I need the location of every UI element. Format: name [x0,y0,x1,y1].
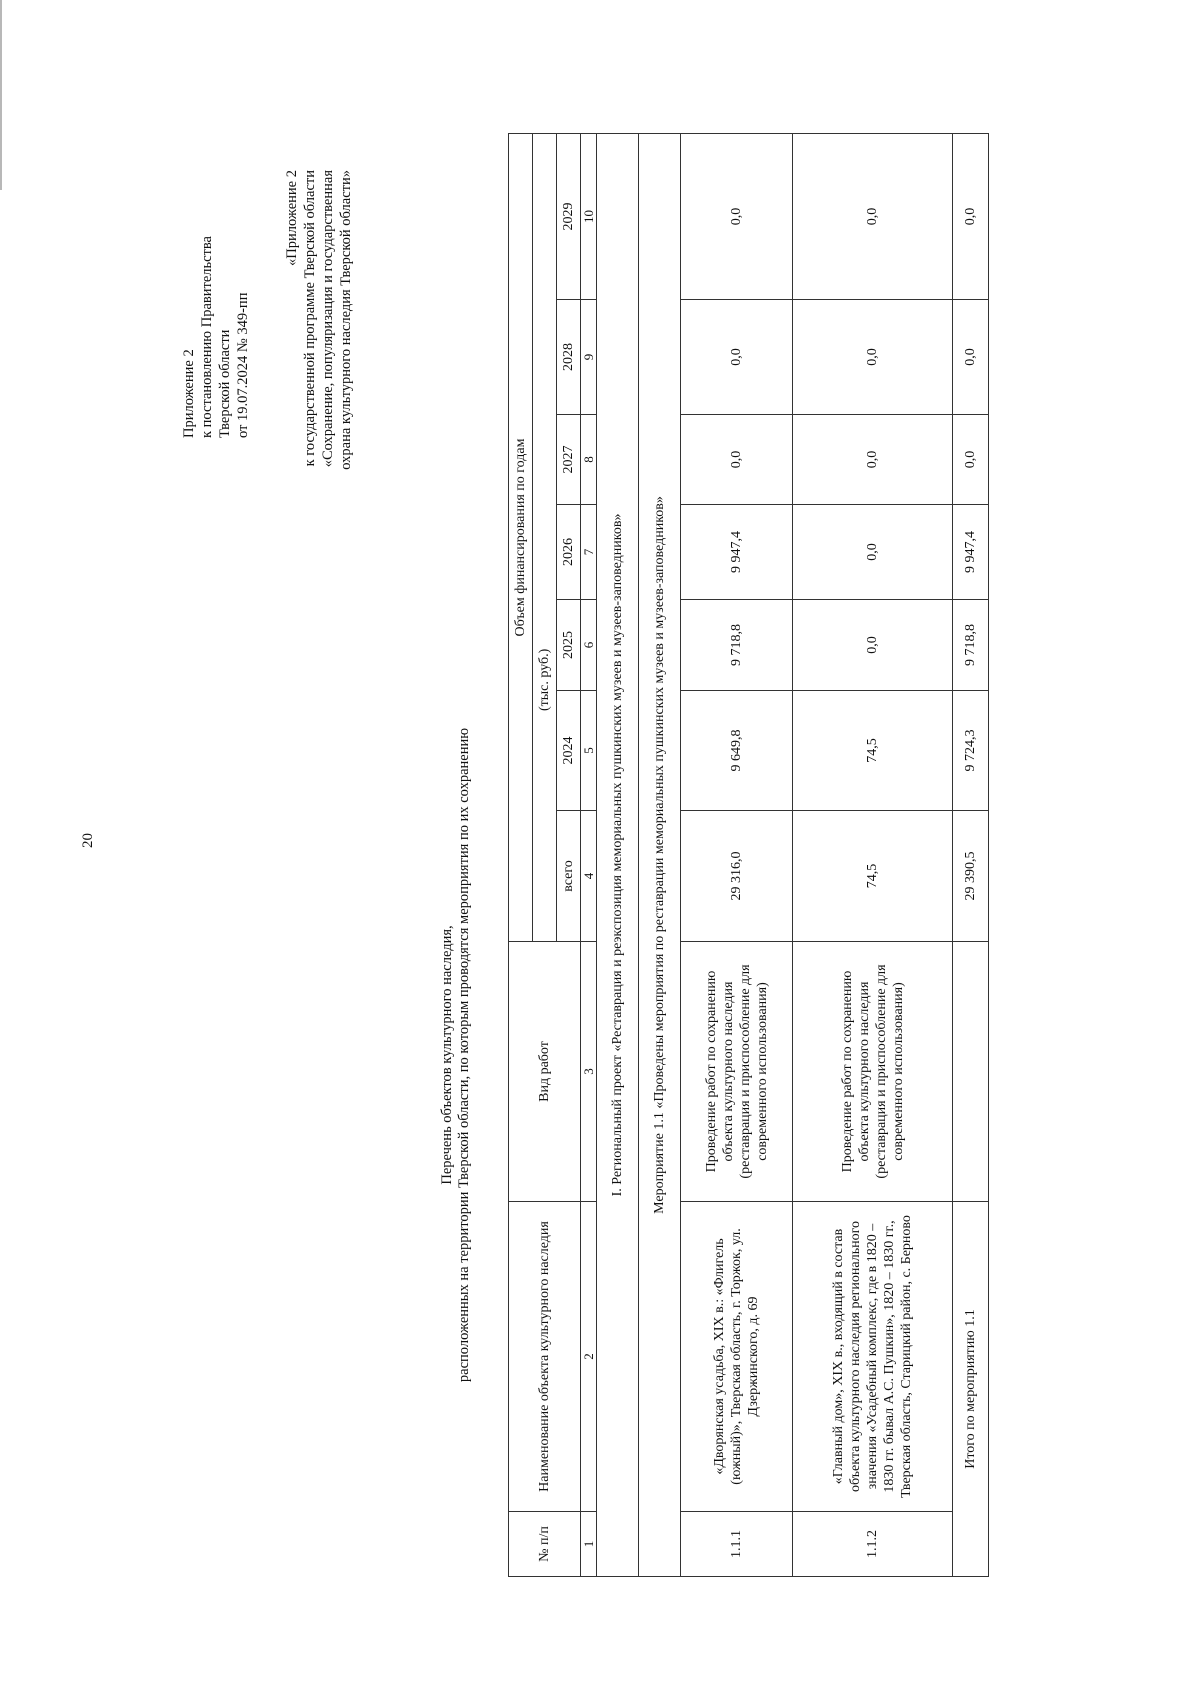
header-year: 2029 [557,133,581,299]
row-value: 0,0 [793,415,953,505]
document-title [439,535,473,1575]
column-number: 6 [581,600,597,691]
header-year: 2026 [557,505,581,600]
total-value: 9 947,4 [953,505,989,600]
title-line-2: расположенных на территории Тверской области, по которым проводятся мероприятия по их сохранению [456,727,472,1383]
column-number: 2 [581,1202,597,1512]
column-number: 9 [581,300,597,415]
column-number-row [581,133,597,1576]
header-year: 2025 [557,600,581,691]
column-number: 7 [581,505,597,600]
row-value: 9 649,8 [681,691,793,811]
row-value: 74,5 [793,691,953,811]
row-value: 9 947,4 [681,505,793,600]
column-number: 4 [581,811,597,942]
header-funding: Объем финансирования по годам [509,133,533,941]
header-row-1 [509,133,533,1576]
total-value: 29 390,5 [953,811,989,942]
row-name: «Главный дом», XIX в., входящий в состав объекта культурного наследия регионального значения «Усадебный комплекс, где в 1820 – 1830 гг. бывал А.С. Пушкин», 1820 – 1830 гг., Тверская область, Старицкий район, с. Берново [793,1202,953,1512]
row-value: 9 718,8 [681,600,793,691]
total-value: 0,0 [953,300,989,415]
section-project-row [597,133,639,1576]
appendix-header-line: от 19.07.2024 № 349-пп [235,292,251,438]
row-num: 1.1.2 [793,1512,953,1577]
total-value: 0,0 [953,133,989,299]
row-name: «Дворянская усадьба, XIX в.: «Флигель (южный)», Тверская область, г. Торжок, ул. Дзержинского, д. 69 [681,1202,793,1512]
total-value: 9 718,8 [953,600,989,691]
row-value: 0,0 [793,300,953,415]
appendix-header-line: к постановлению Правительства [199,236,215,438]
row-value: 0,0 [681,300,793,415]
appendix-header [180,236,252,438]
column-number: 10 [581,133,597,299]
header-unit: (тыс. руб.) [533,133,557,941]
heritage-table [508,133,989,1577]
header-year: 2027 [557,415,581,505]
total-work-empty [953,942,989,1202]
row-value: 0,0 [681,133,793,299]
header-num: № п/п [509,1512,581,1577]
total-label: Итого по мероприятию 1.1 [953,1202,989,1577]
appendix-program-line: «Сохранение, популяризация и государственная [320,170,336,468]
total-row [953,133,989,1576]
appendix-program-line: охрана культурного наследия Тверской области» [338,170,354,470]
appendix-header-line: Тверской области [217,329,233,438]
appendix-program-line: к государственной программе Тверской области [302,170,318,467]
header-year: всего [557,811,581,942]
table-row [793,133,953,1576]
title-line-1: Перечень объектов культурного наследия, [439,925,455,1185]
section-measure-label: Мероприятие 1.1 «Проведены мероприятия по реставрации мемориальных пушкинских музеев и музеев-заповедников» [639,133,681,1576]
section-project-label: I. Региональный проект «Реставрация и реэкспозиция мемориальных пушкинских музеев и музеев-заповедников» [597,133,639,1576]
total-value: 9 724,3 [953,691,989,811]
row-value: 0,0 [681,415,793,505]
row-value: 0,0 [793,133,953,299]
page-number: 20 [80,833,96,848]
section-measure-row [639,133,681,1576]
appendix-program [283,170,355,645]
appendix-header-line: Приложение 2 [181,349,197,438]
total-value: 0,0 [953,415,989,505]
row-value: 29 316,0 [681,811,793,942]
row-work: Проведение работ по сохранению объекта культурного наследия (реставрация и приспособление для современного использования) [793,942,953,1202]
header-work: Вид работ [509,942,581,1202]
header-name: Наименование объекта культурного наследия [509,1202,581,1512]
header-year: 2028 [557,300,581,415]
row-value: 0,0 [793,505,953,600]
row-value: 74,5 [793,811,953,942]
row-num: 1.1.1 [681,1512,793,1577]
row-value: 0,0 [793,600,953,691]
column-number: 5 [581,691,597,811]
pencil-mark [0,0,2,190]
column-number: 1 [581,1512,597,1577]
table-row [681,133,793,1576]
row-work: Проведение работ по сохранению объекта культурного наследия (реставрация и приспособление для современного использования) [681,942,793,1202]
column-number: 8 [581,415,597,505]
column-number: 3 [581,942,597,1202]
header-year: 2024 [557,691,581,811]
appendix-program-line: «Приложение 2 [284,170,300,266]
